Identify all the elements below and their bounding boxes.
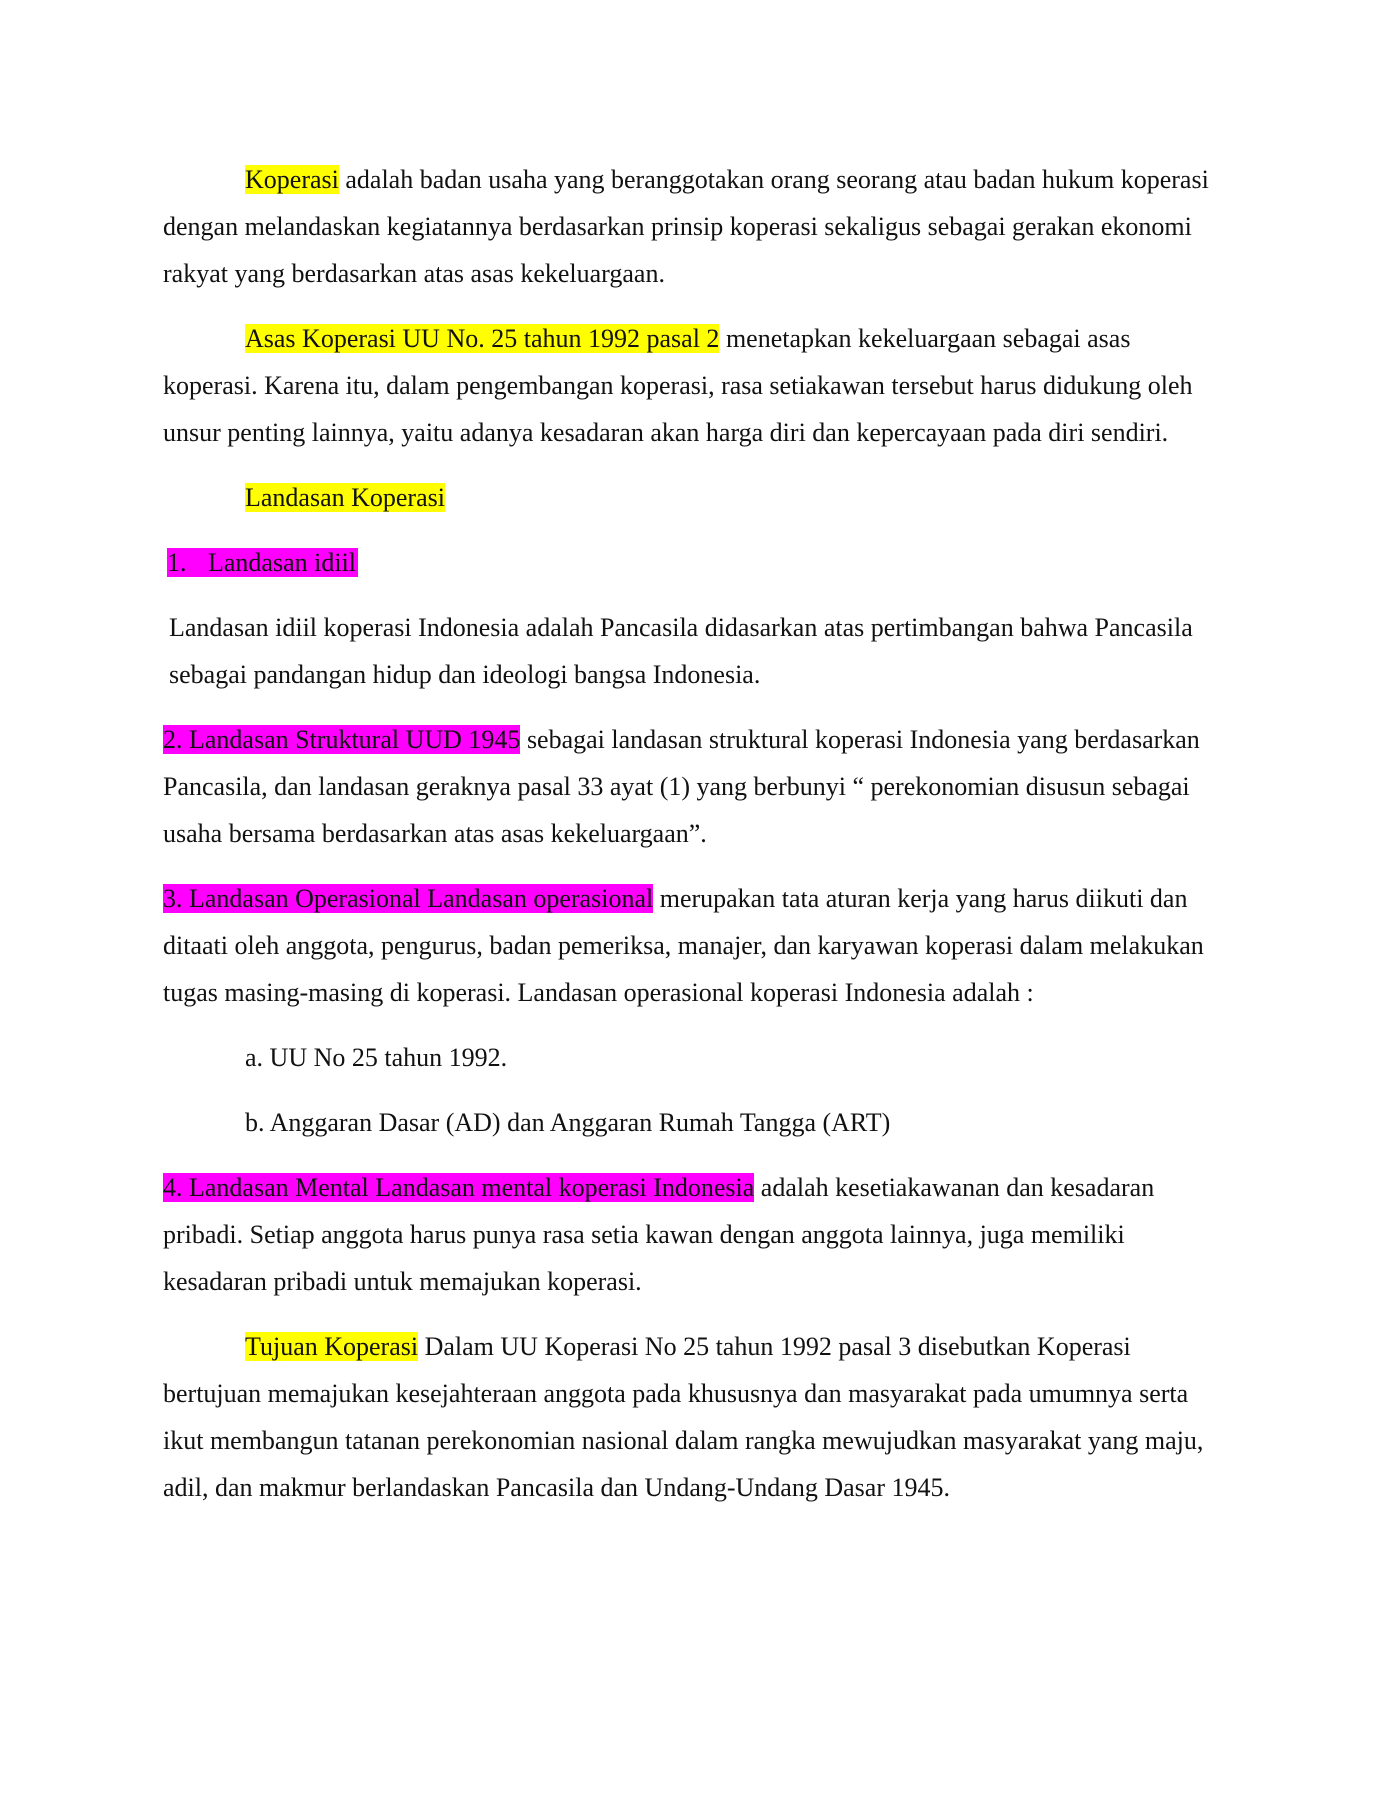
paragraph-landasan-struktural-text: sebagai landasan struktural koperasi Indonesia yang berdasarkan Pancasila, dan landasan geraknya pasal 33 ayat (1) yang berbunyi “ perekonomian disusun sebagai usaha bersama berdasarkan atas asas kekeluargaan”. xyxy=(163,725,1200,848)
list-number: 1. xyxy=(167,548,187,577)
highlight-term-asas: Asas Koperasi UU No. 25 tahun 1992 pasal 2 xyxy=(245,324,720,353)
heading-landasan-koperasi xyxy=(163,474,1213,521)
paragraph-asas-text: menetapkan kekeluargaan sebagai asas koperasi. Karena itu, dalam pengembangan koperasi, rasa setiakawan tersebut harus didukung oleh unsur penting lainnya, yaitu adanya kesadaran akan harga diri dan kepercayaan pada diri sendiri. xyxy=(163,324,1193,447)
paragraph-asas xyxy=(163,315,1213,456)
sub-item-b: b. Anggaran Dasar (AD) dan Anggaran Rumah Tangga (ART) xyxy=(245,1108,891,1137)
paragraph-koperasi xyxy=(163,156,1213,297)
highlight-landasan-mental: 4. Landasan Mental Landasan mental koperasi Indonesia xyxy=(163,1173,755,1202)
paragraph-tujuan-text: Dalam UU Koperasi No 25 tahun 1992 pasal 3 disebutkan Koperasi bertujuan memajukan kesejahteraan anggota pada khususnya dan masyarakat pada umumnya serta ikut membangun tatanan perekonomian nasional dalam rangka mewujudkan masyarakat yang maju, adil, dan makmur berlandaskan Pancasila dan Undang-Undang Dasar 1945. xyxy=(163,1332,1204,1502)
paragraph-koperasi-text: adalah badan usaha yang beranggotakan orang seorang atau badan hukum koperasi dengan melandaskan kegiatannya berdasarkan prinsip koperasi sekaligus sebagai gerakan ekonomi rakyat yang berdasarkan atas asas kekeluargaan. xyxy=(163,165,1209,288)
sub-item-a: a. UU No 25 tahun 1992. xyxy=(245,1043,508,1072)
highlight-landasan-struktural: 2. Landasan Struktural UUD 1945 xyxy=(163,725,521,754)
paragraph-landasan-mental-text: adalah kesetiakawanan dan kesadaran pribadi. Setiap anggota harus punya rasa setia kawan dengan anggota lainnya, juga memiliki kesadaran pribadi untuk memajukan koperasi. xyxy=(163,1173,1155,1296)
highlight-landasan-idiil xyxy=(167,548,358,577)
paragraph-landasan-idiil: Landasan idiil koperasi Indonesia adalah Pancasila didasarkan atas pertimbangan bahwa Pancasila sebagai pandangan hidup dan ideologi bangsa Indonesia. xyxy=(169,613,1193,689)
document-body xyxy=(163,156,1213,1511)
highlight-heading-landasan: Landasan Koperasi xyxy=(245,483,445,512)
paragraph-tujuan xyxy=(163,1323,1213,1511)
paragraph-landasan-operasional-text: merupakan tata aturan kerja yang harus diikuti dan ditaati oleh anggota, pengurus, badan pemeriksa, manajer, dan karyawan koperasi dalam melakukan tugas masing-masing di koperasi. Landasan operasional koperasi Indonesia adalah : xyxy=(163,884,1204,1007)
list-item-landasan-idiil xyxy=(167,539,1213,586)
paragraph-landasan-struktural xyxy=(163,716,1213,857)
highlight-term-tujuan: Tujuan Koperasi xyxy=(245,1332,419,1361)
paragraph-landasan-mental xyxy=(163,1164,1213,1305)
list-item-label: Landasan idiil xyxy=(208,548,357,577)
highlight-landasan-operasional: 3. Landasan Operasional Landasan operasional xyxy=(163,884,654,913)
highlight-term-koperasi: Koperasi xyxy=(245,165,339,194)
paragraph-landasan-operasional xyxy=(163,875,1213,1016)
